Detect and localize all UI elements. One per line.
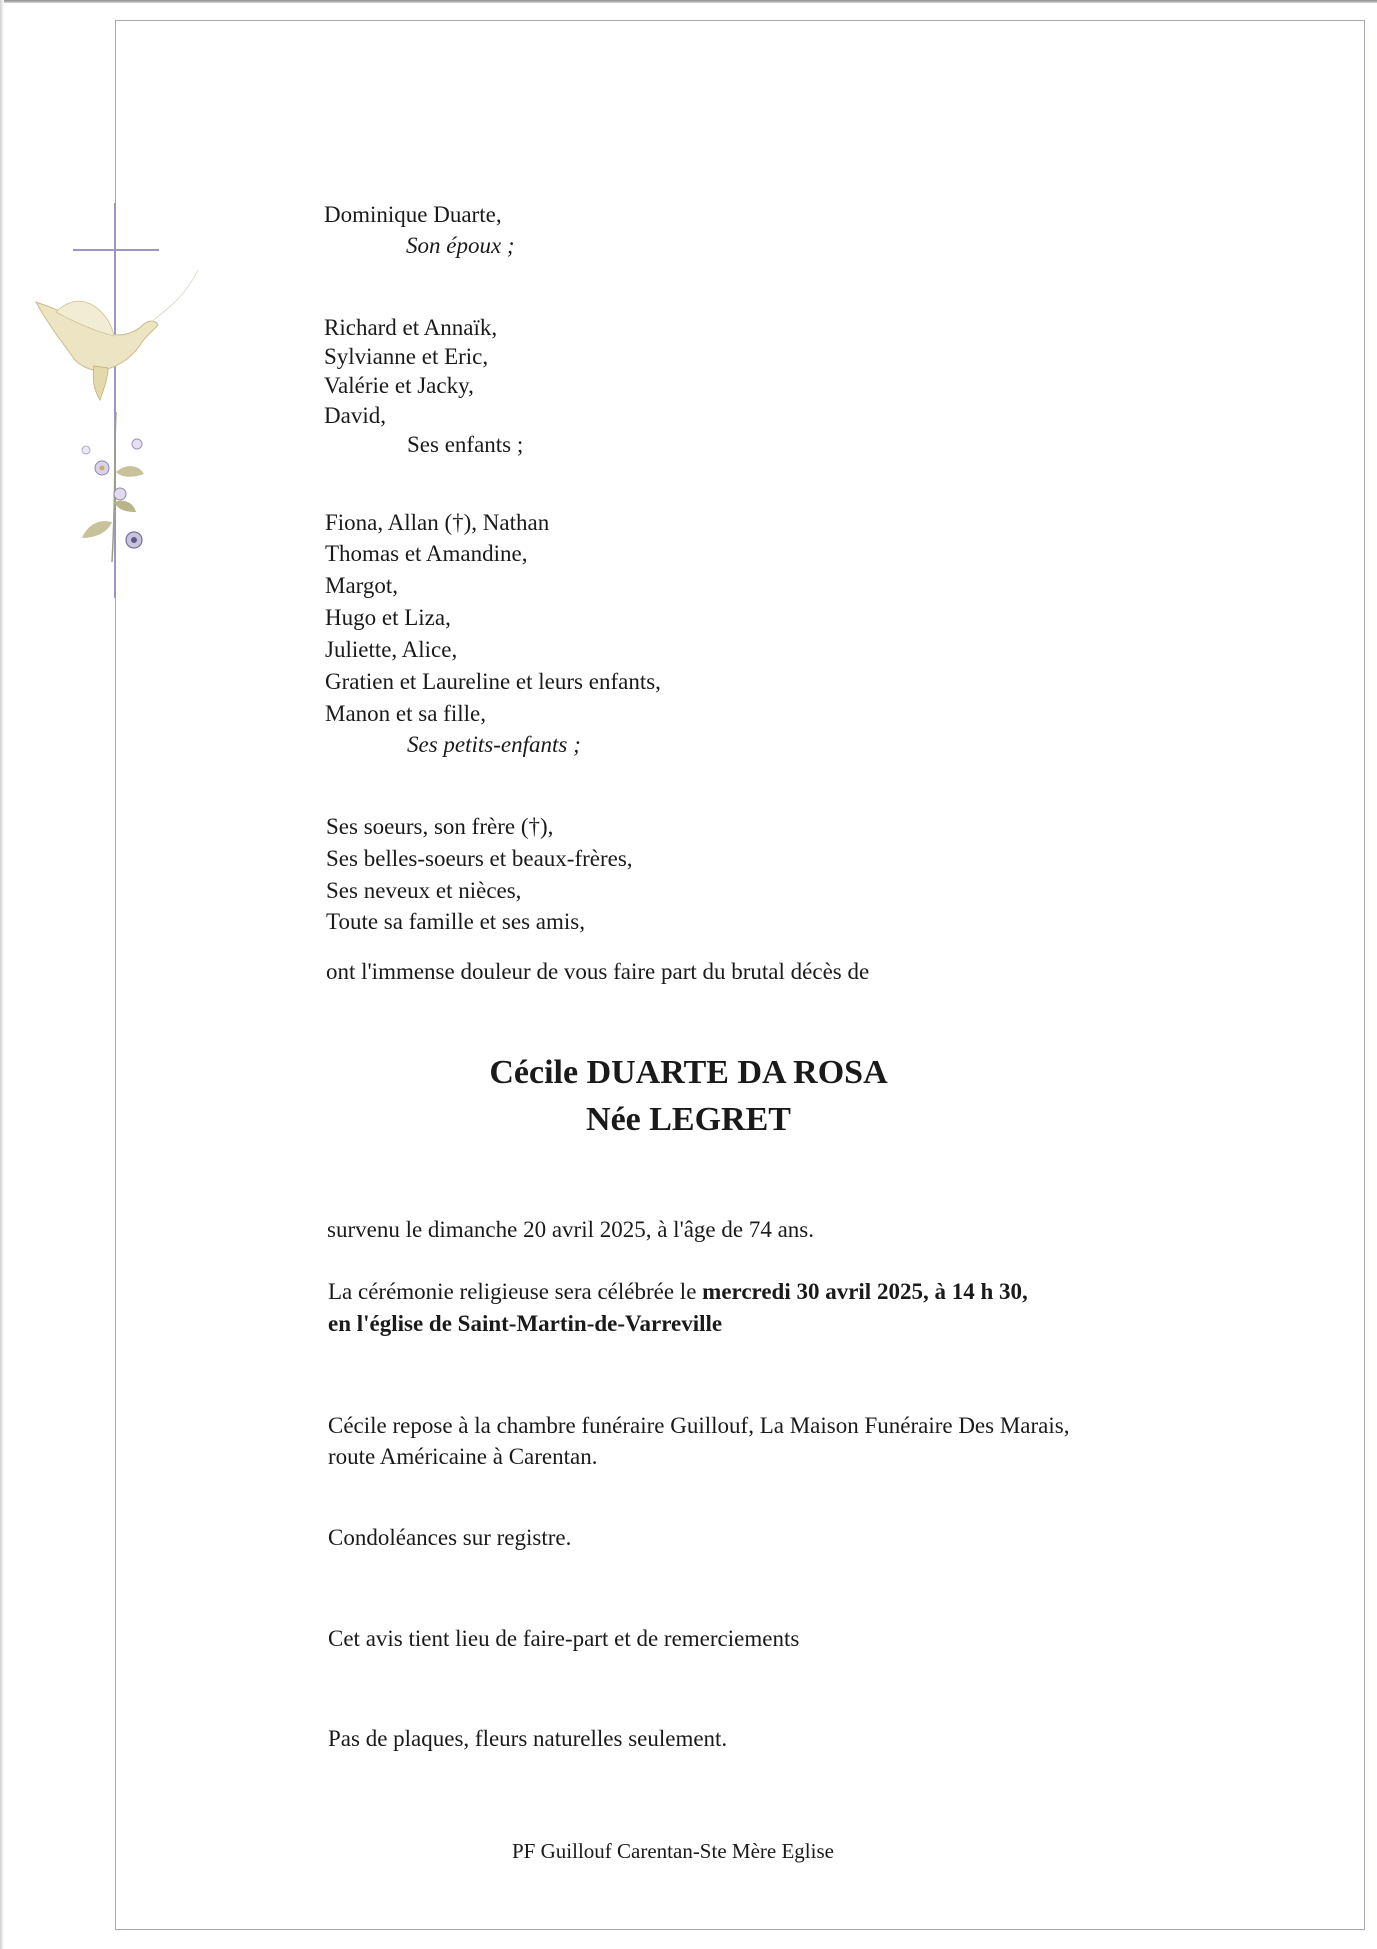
family-line: Ses soeurs, son frère (†),: [326, 814, 554, 839]
grandchildren-relation: Ses petits-enfants ;: [407, 732, 581, 757]
spouse-name: Dominique Duarte,: [324, 202, 502, 227]
notice-line: Cet avis tient lieu de faire-part et de remerciements: [328, 1626, 800, 1651]
rest-line-2: route Américaine à Carentan.: [328, 1444, 598, 1469]
ceremony-line: [328, 1276, 1028, 1308]
deceased-maiden-name: Née LEGRET: [586, 1101, 791, 1138]
family-line: Ses belles-soeurs et beaux-frères,: [326, 846, 633, 871]
grandchild-line: Manon et sa fille,: [325, 701, 486, 726]
announcement-line: ont l'immense douleur de vous faire part du brutal décès de: [326, 959, 870, 984]
rest-line-1: Cécile repose à la chambre funéraire Guillouf, La Maison Funéraire Des Marais,: [328, 1413, 1070, 1438]
ceremony-place: en l'église de Saint-Martin-de-Varreville: [328, 1311, 723, 1336]
death-date-line: survenu le dimanche 20 avril 2025, à l'âge de 74 ans.: [327, 1217, 814, 1242]
grandchild-line: Juliette, Alice,: [325, 637, 458, 662]
grandchild-line: Gratien et Laureline et leurs enfants,: [325, 669, 661, 694]
grandchild-line: Hugo et Liza,: [325, 605, 451, 630]
dove-flower-icon: [16, 262, 206, 577]
spouse-relation: Son époux ;: [406, 233, 515, 258]
scan-edge-top: [0, 0, 1377, 3]
child-line: David,: [324, 403, 386, 428]
grandchild-line: Margot,: [325, 573, 399, 598]
family-line: Ses neveux et nièces,: [326, 878, 522, 903]
child-line: Valérie et Jacky,: [324, 373, 474, 398]
deceased-name: Cécile DUARTE DA ROSA: [489, 1054, 888, 1091]
ceremony-datetime: mercredi 30 avril 2025, à 14 h 30,: [702, 1279, 1028, 1304]
children-relation: Ses enfants ;: [407, 432, 524, 457]
grandchild-line: Thomas et Amandine,: [325, 541, 528, 566]
footer-funeral-home: PF Guillouf Carentan-Ste Mère Eglise: [512, 1839, 834, 1863]
child-line: Richard et Annaïk,: [324, 315, 498, 340]
ceremony-intro: La cérémonie religieuse sera célébrée le: [328, 1279, 703, 1304]
family-line: Toute sa famille et ses amis,: [326, 909, 585, 934]
grandchild-line: Fiona, Allan (†), Nathan: [325, 510, 550, 535]
child-line: Sylvianne et Eric,: [324, 344, 489, 369]
condolences-line: Condoléances sur registre.: [328, 1525, 572, 1550]
cross-horizontal-bar: [73, 249, 159, 251]
scan-edge-left: [0, 0, 4, 1949]
flowers-line: Pas de plaques, fleurs naturelles seulement.: [328, 1726, 728, 1751]
